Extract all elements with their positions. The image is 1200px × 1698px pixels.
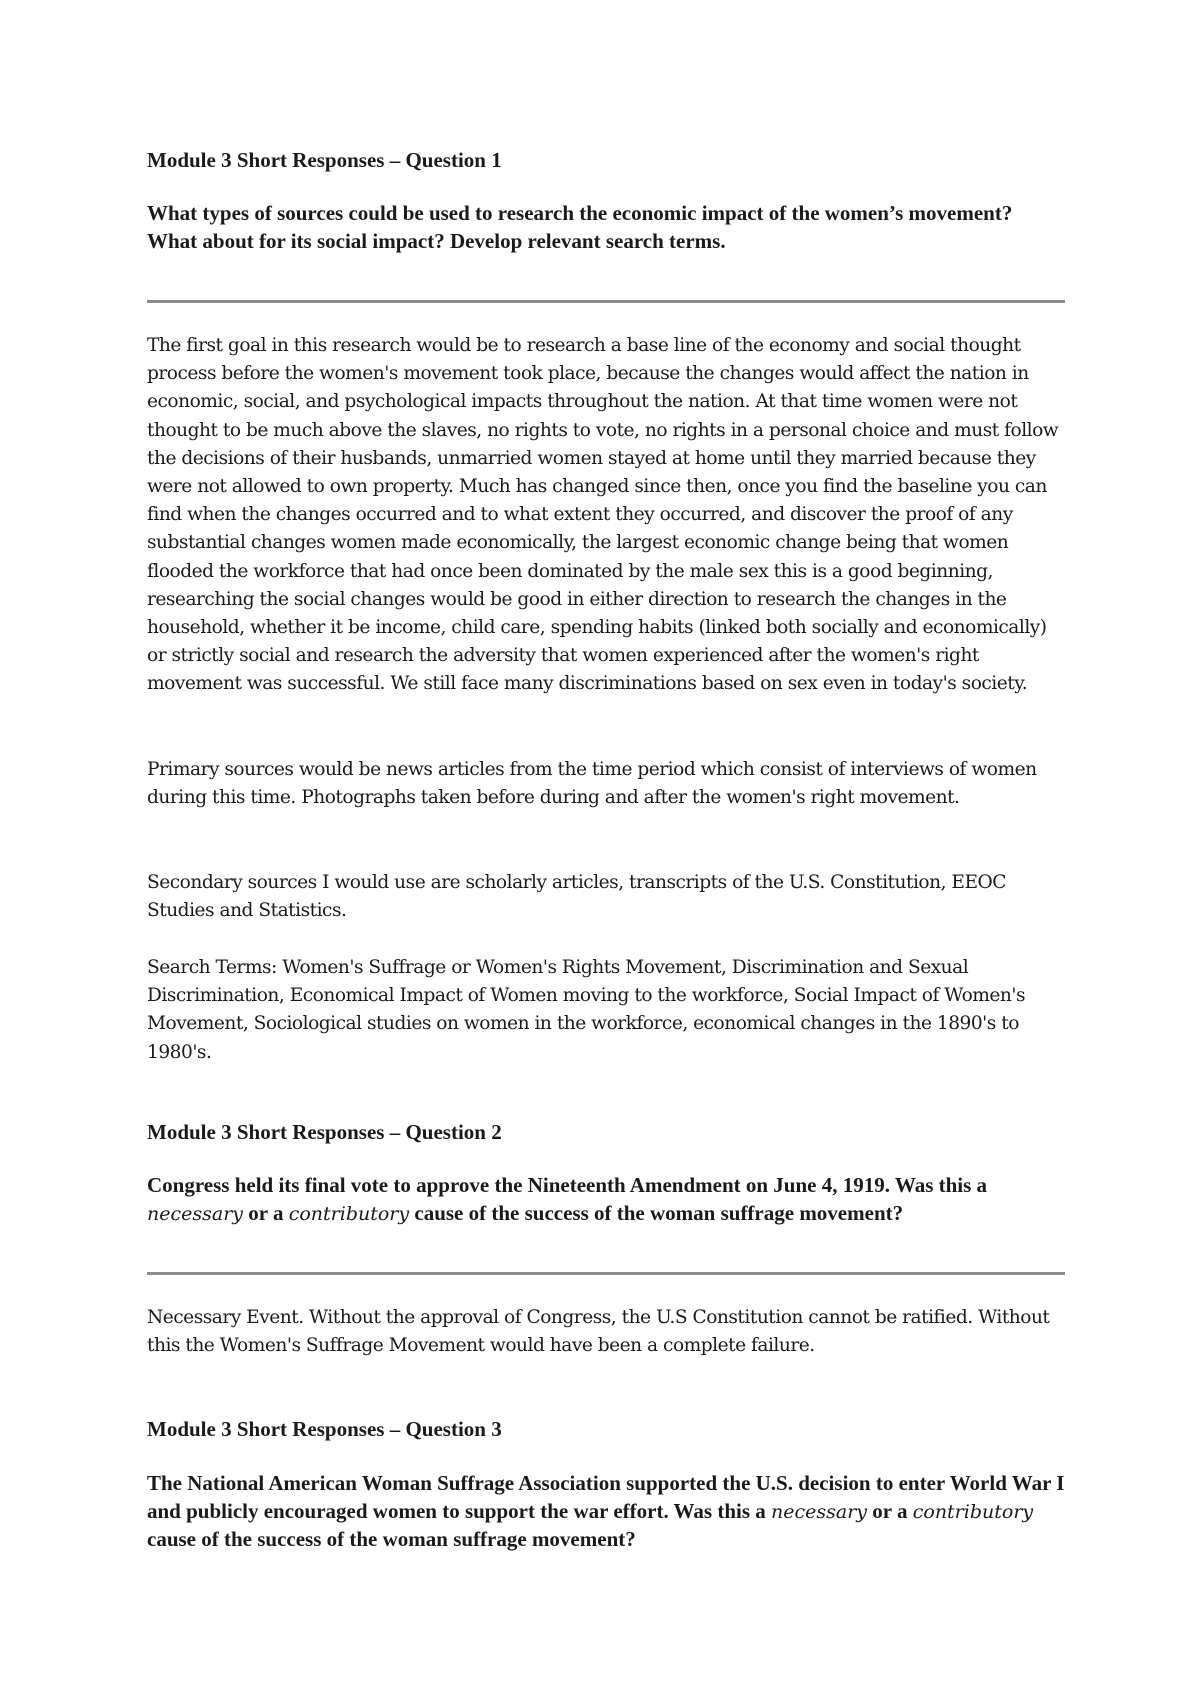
- q1-answer-paragraph-2: Primary sources would be news articles from the time period which consist of interviews of women during this time. Photographs taken before during and after the women's right movement.: [147, 759, 1037, 809]
- q2-question-text-end: cause of the success of the woman suffrage movement?: [414, 1200, 904, 1225]
- q1-title: Module 3 Short Responses – Question 1: [147, 148, 502, 172]
- q2-divider: [147, 1272, 1065, 1275]
- q1-divider: [147, 300, 1065, 303]
- q1-answer-paragraph-4: Search Terms: Women's Suffrage or Women's Rights Movement, Discrimination and Sexual Discrimination, Economical Impact of Women moving to the workforce, Social Impact of Women's Movement, Sociological studies on women in the workforce, economical changes in the 1890's to 1980's.: [147, 957, 1026, 1063]
- q3-title: Module 3 Short Responses – Question 3: [147, 1417, 502, 1441]
- q2-necessary-word: necessary: [147, 1202, 244, 1225]
- q2-title: Module 3 Short Responses – Question 2: [147, 1120, 502, 1144]
- q3-question: [147, 1470, 1067, 1554]
- q3-question-text-end: cause of the success of the woman suffrage movement?: [147, 1527, 636, 1551]
- q2-answer: Necessary Event. Without the approval of Congress, the U.S Constitution cannot be ratified. Without this the Women's Suffrage Movement would have been a complete failure.: [147, 1307, 1050, 1357]
- q1-answer-paragraph-3: Secondary sources I would use are scholarly articles, transcripts of the U.S. Constitution, EEOC Studies and Statistics.: [147, 872, 1007, 922]
- q2-question: [147, 1172, 1067, 1228]
- q2-or-word: or a: [248, 1200, 284, 1225]
- q1-question: What types of sources could be used to research the economic impact of the women’s movement? What about for its social impact? Develop relevant search terms.: [147, 201, 1013, 253]
- q3-contributory-word: contributory: [912, 1500, 1034, 1523]
- q3-necessary-word: necessary: [771, 1500, 868, 1523]
- q3-question-text: The National American Woman Suffrage Association supported the U.S. decision to enter World War I and publicly encouraged women to support the war effort. Was this a: [147, 1471, 1065, 1523]
- q2-contributory-word: contributory: [288, 1202, 410, 1225]
- q1-answer-paragraph-1: The first goal in this research would be to research a base line of the economy and social thought process before the women's movement took place, because the changes would affect the nation in economic, social, and psychological impacts throughout the nation. At that time women were not thought to be much above the slaves, no rights to vote, no rights in a personal choice and must follow the decisions of their husbands, unmarried women stayed at home until they married because they were not allowed to own property. Much has changed since then, once you find the baseline you can find when the changes occurred and to what extent they occurred, and discover the proof of any substantial changes women made economically, the largest economic change being that women flooded the workforce that had once been dominated by the male sex this is a good beginning, researching the social changes would be good in either direction to research the changes in the household, whether it be income, child care, spending habits (linked both socially and economically) or strictly social and research the adversity that women experienced after the women's right movement was successful. We still face many discriminations based on sex even in today's society.: [147, 335, 1059, 695]
- q3-or-word: or a: [872, 1498, 908, 1523]
- q2-question-text: Congress held its final vote to approve the Nineteenth Amendment on June 4, 1919. Was this a: [147, 1173, 988, 1197]
